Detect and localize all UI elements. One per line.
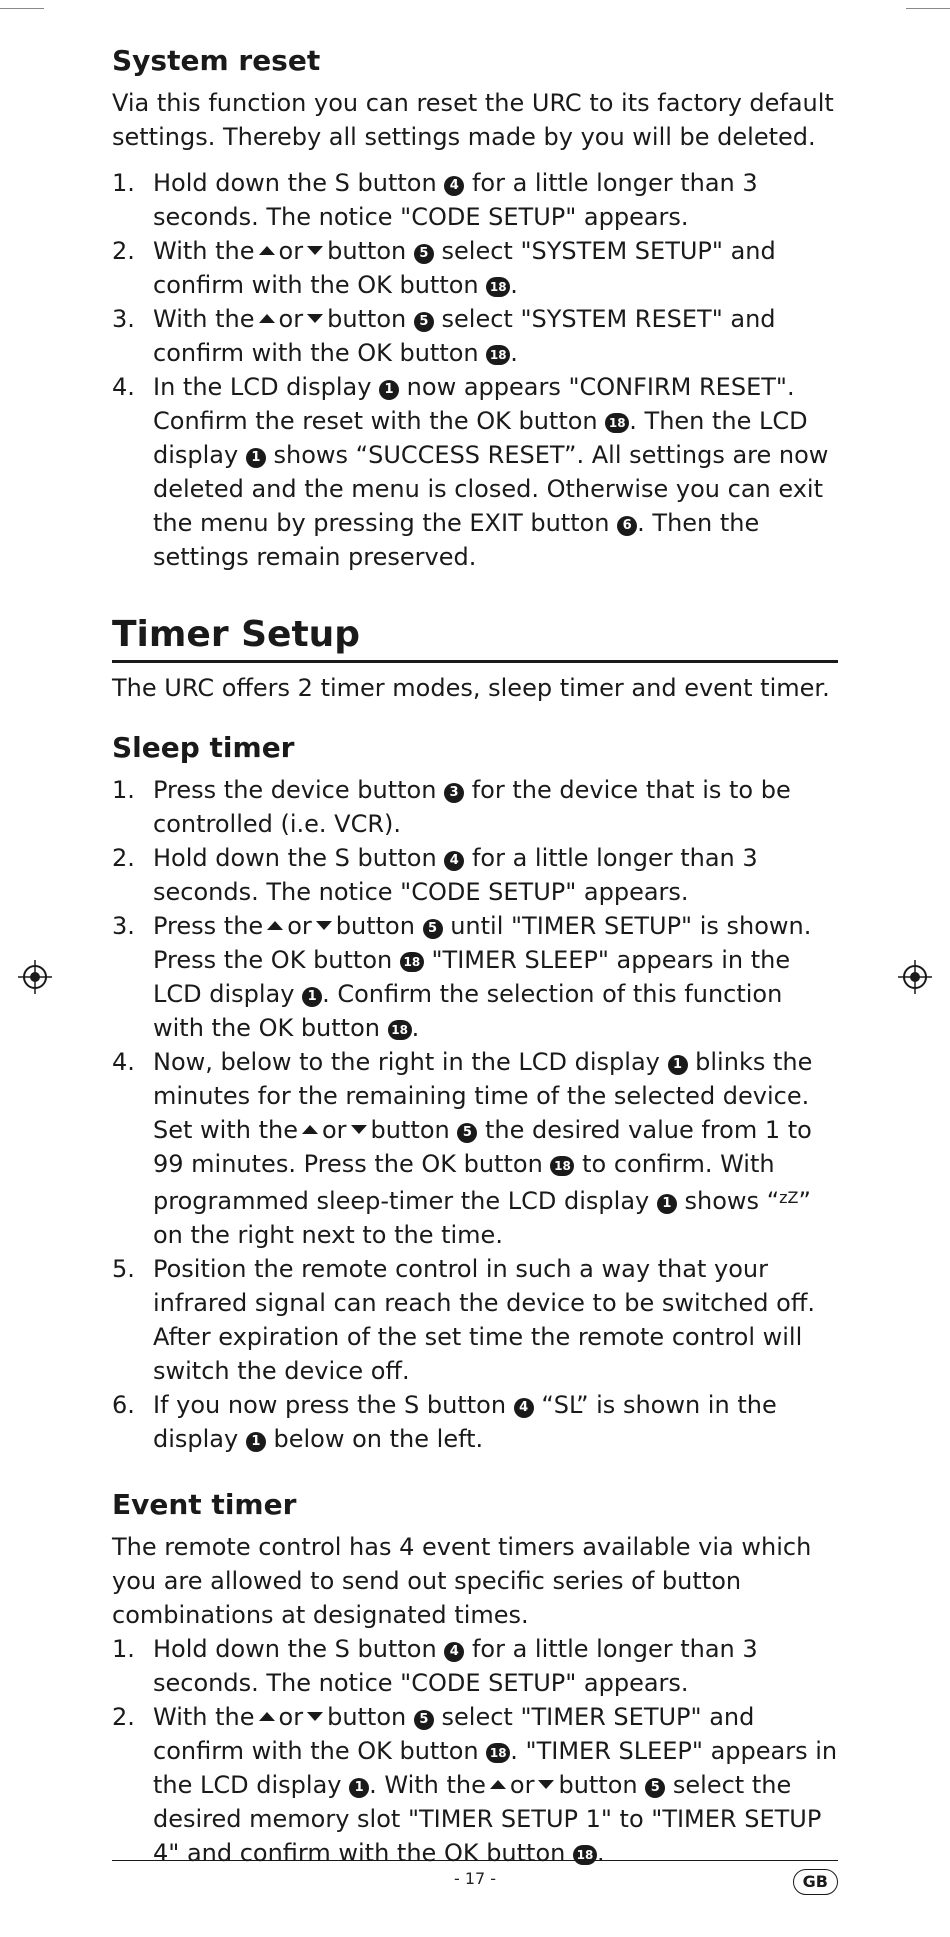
event-timer-heading: Event timer — [112, 1488, 297, 1521]
button-number-icon: 1 — [668, 1055, 688, 1075]
list-item: 1. Hold down the S button 4 for a little longer than 3 seconds. The notice "CODE SETUP" appears. — [112, 1635, 758, 1697]
list-item: 6. If you now press the S button 4 “SL” is shown in the display 1 below on the left. — [112, 1391, 777, 1453]
section-divider — [112, 660, 838, 663]
button-number-icon: 18 — [486, 277, 510, 297]
button-number-icon: 18 — [400, 952, 424, 972]
crop-mark-right — [906, 8, 950, 9]
sleep-timer-heading: Sleep timer — [112, 731, 295, 764]
button-number-icon: 5 — [414, 1710, 434, 1730]
event-timer-steps — [112, 1632, 838, 1870]
button-number-icon: 18 — [550, 1156, 574, 1176]
sleep-timer-steps — [112, 773, 838, 1456]
arrow-down-icon — [307, 246, 323, 255]
button-number-icon: 18 — [573, 1845, 597, 1865]
button-number-icon: 18 — [605, 413, 629, 433]
language-badge: GB — [793, 1869, 838, 1895]
button-number-icon: 5 — [423, 919, 443, 939]
list-item: 1. Hold down the S button 4 for a little longer than 3 seconds. The notice "CODE SETUP" appears. — [112, 169, 758, 231]
arrow-up-icon — [267, 921, 283, 930]
button-number-icon: 18 — [388, 1020, 412, 1040]
button-number-icon: 18 — [486, 1743, 510, 1763]
button-number-icon: 1 — [349, 1778, 369, 1798]
list-item: 4. In the LCD display 1 now appears "CONFIRM RESET". Confirm the reset with the OK button 18 . Then the LCD display 1 shows “SUCCESS RESET”. All settings are now deleted and the menu is closed. Otherwise you can exit the menu by pressing the EXIT button 6 . Then the settings remain preserved. — [112, 373, 829, 571]
button-number-icon: 5 — [457, 1123, 477, 1143]
timer-setup-heading: Timer Setup — [112, 614, 361, 655]
list-item: 2. With the or button 5 select "SYSTEM SETUP" and confirm with the OK button 18 . — [112, 237, 776, 299]
sleep-symbol: zZ — [779, 1188, 799, 1207]
list-item: 3. With the or button 5 select "SYSTEM RESET" and confirm with the OK button 18 . — [112, 305, 776, 367]
list-item: 2. Hold down the S button 4 for a little longer than 3 seconds. The notice "CODE SETUP" appears. — [112, 844, 758, 906]
list-item: 1. Press the device button 3 for the device that is to be controlled (i.e. VCR). — [112, 776, 791, 838]
button-number-icon: 1 — [246, 1432, 266, 1452]
button-number-icon: 5 — [414, 312, 434, 332]
button-number-icon: 5 — [414, 244, 434, 264]
button-number-icon: 18 — [486, 345, 510, 365]
registration-mark-icon — [18, 960, 52, 994]
arrow-up-icon — [259, 314, 275, 323]
timer-setup-intro: The URC offers 2 timer modes, sleep timer and event timer. — [112, 674, 830, 702]
arrow-up-icon — [259, 1712, 275, 1721]
list-item: 2. With the or button 5 select "TIMER SETUP" and confirm with the OK button 18 . "TIMER SLEEP" appears in the LCD display 1 . With the or button 5 select the desired memory slot "TIMER SETUP 1" to "TIMER SETUP 4" and confirm with the OK button 18 . — [112, 1703, 838, 1867]
system-reset-steps — [112, 166, 838, 574]
button-number-icon: 1 — [379, 380, 399, 400]
arrow-down-icon — [351, 1125, 367, 1134]
button-number-icon: 4 — [444, 176, 464, 196]
arrow-up-icon — [490, 1780, 506, 1789]
button-number-icon: 1 — [657, 1194, 677, 1214]
page-content — [112, 42, 838, 1870]
button-number-icon: 6 — [617, 516, 637, 536]
system-reset-heading: System reset — [112, 44, 321, 77]
list-item: 4. Now, below to the right in the LCD display 1 blinks the minutes for the remaining time of the selected device. Set with the or button 5 the desired value from 1 to 99 minutes. Press the OK button 18 to confirm. With programmed sleep-timer the LCD display 1 shows “$^{zZ}$” on the right next to the time. — [112, 1048, 813, 1249]
arrow-down-icon — [307, 314, 323, 323]
button-number-icon: 4 — [444, 1642, 464, 1662]
arrow-up-icon — [259, 246, 275, 255]
arrow-up-icon — [302, 1125, 318, 1134]
button-number-icon: 4 — [514, 1398, 534, 1418]
arrow-down-icon — [316, 921, 332, 930]
button-number-icon: 3 — [444, 783, 464, 803]
system-reset-intro: Via this function you can reset the URC to its factory default settings. Thereby all settings made by you will be deleted. — [112, 89, 834, 151]
button-number-icon: 1 — [246, 448, 266, 468]
button-number-icon: 4 — [444, 851, 464, 871]
event-timer-intro: The remote control has 4 event timers available via which you are allowed to send out specific series of button combinations at designated times. — [112, 1533, 812, 1629]
list-item: 3. Press the or button 5 until "TIMER SETUP" is shown. Press the OK button 18 "TIMER SLEEP" appears in the LCD display 1 . Confirm the selection of this function with the OK button 18 . — [112, 912, 812, 1042]
page-number: - 17 - — [453, 1869, 497, 1888]
list-item: 5. Position the remote control in such a way that your infrared signal can reach the device to be switched off. After expiration of the set time the remote control will switch the device off. — [112, 1255, 816, 1385]
registration-mark-icon — [898, 960, 932, 994]
button-number-icon: 5 — [645, 1778, 665, 1798]
page-footer — [112, 1860, 838, 1891]
arrow-down-icon — [538, 1780, 554, 1789]
button-number-icon: 1 — [302, 987, 322, 1007]
arrow-down-icon — [307, 1712, 323, 1721]
crop-mark-left — [0, 8, 44, 9]
